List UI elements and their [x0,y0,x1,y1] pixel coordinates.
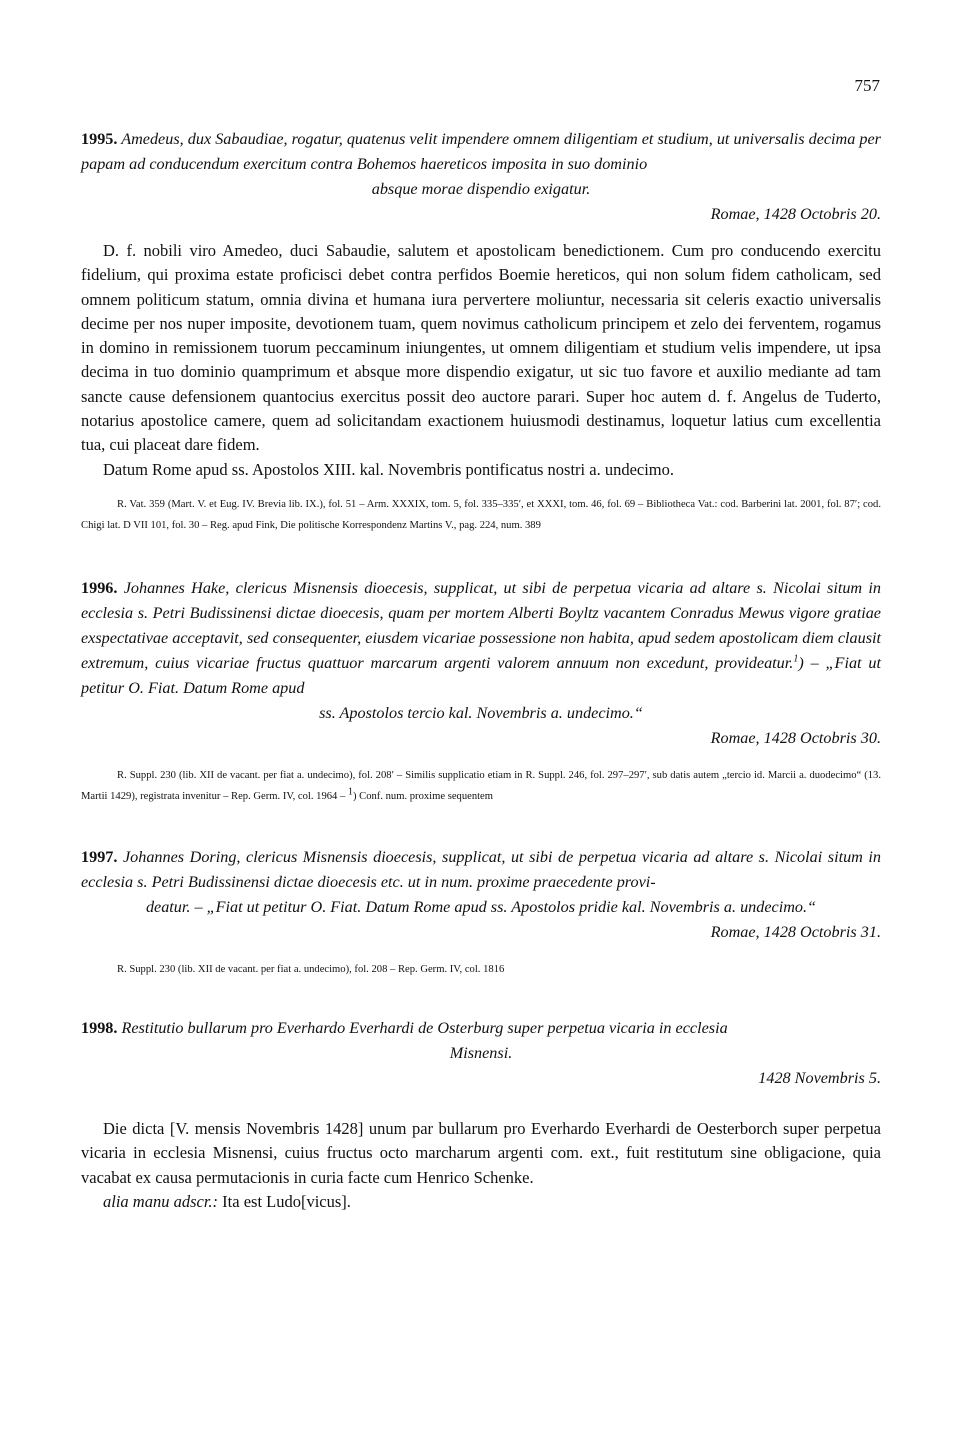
entry-summary: Johannes Hake, clericus Misnensis dioecesis, supplicat, ut sibi de perpetua vicaria ad altare s. Nicolai situm in ecclesia s. Petri Budissinensi dictae dioecesis, quam per mortem Alberti Boyltz vacantem Conradus Mewus vigore gratiae exspectativae acceptavit, sed consequenter, eiusdem vicariae possessione non habita, apud sedem apostolicam diem clausit extremum, cuius vicariae fructus quattuor marcarum argenti valorem annuum non excedunt, provideatur. [81,578,881,672]
entry-date: Romae, 1428 Octobris 30. [710,728,881,747]
entry-date: Romae, 1428 Octobris 31. [710,922,881,941]
entry-summary: Amedeus, dux Sabaudiae, rogatur, quatenus velit impendere omnem diligentiam et studium, ut universalis decima per papam ad conducendum exercitum contra Bohemos haereticos imposita in suo dominio [81,130,881,173]
footnote-text: R. Suppl. 230 (lib. XII de vacant. per fiat a. undecimo), fol. 208′ – Similis supplicatio etiam in R. Suppl. 246, fol. 297–297′, sub datis autem „tercio id. Marcii a. duodecimo“ (13. Martii 1429), registrata invenitur – Rep. Germ. IV, col. 1964 – [81,769,881,802]
footnote-text-end: ) Conf. num. proxime sequentem [352,790,493,802]
entry-date: 1428 Novembris 5. [758,1068,881,1087]
entry-body: Die dicta [V. mensis Novembris 1428] unum par bullarum pro Everhardo Everhardi de Oesterborch super perpetua vicaria in ecclesia Misnensi, cuius fructus octo marcharum argenti com. ext., fuit restitutum sine obligacione, quia vacabat ex causa permutacionis in curia facte cum Henrico Schenke. [81,1118,881,1187]
entry-summary: Johannes Doring, clericus Misnensis dioecesis, supplicat, ut sibi de perpetua vicaria ad altare s. Nicolai situm in ecclesia s. Petri Budissinensi dictae dioecesis etc. ut in num. proxime praecedente provi- [81,847,881,891]
entry-date: Romae, 1428 Octobris 20. [710,205,881,223]
entry-footnote: R. Suppl. 230 (lib. XII de vacant. per fiat a. undecimo), fol. 208 – Rep. Germ. IV, col. 1816 [117,963,505,975]
note-label: alia manu adscr.: [103,1191,219,1211]
entry-summary-end: absque morae dispendio exigatur. [371,180,591,198]
note-text: Ita est Ludo[vicus]. [218,1191,351,1211]
footnote-marker: 1 [347,786,353,798]
page-number: 757 [854,76,880,95]
entry-footnote [81,765,881,807]
entry-footnote: R. Vat. 359 (Mart. V. et Eug. IV. Brevia lib. IX.), fol. 51 – Arm. XXXIX, tom. 5, fol. 335–335′, et XXXI, tom. 46, fol. 69 – Bibliotheca Vat.: cod. Barberini lat. 2001, fol. 87′; cod. Chigi lat. D VII 101, fol. 30 – Reg. apud Fink, Die politische Korrespondenz Martins V., pag. 224, num. 389 [81,498,881,531]
entry-datum: Datum Rome apud ss. Apostolos XIII. kal. Novembris pontificatus nostri a. undecimo. [103,459,675,479]
entry-1997 [81,845,881,980]
entry-heading [81,1016,881,1066]
entry-1998 [81,1016,881,1214]
entry-note [81,1190,881,1214]
entry-heading [81,576,881,726]
entry-summary-end: deatur. – „Fiat ut petitur O. Fiat. Datum Rome apud ss. Apostolos pridie kal. Novembris a. undecimo.“ [145,897,817,916]
entry-summary-tail: ) – „Fiat ut petitur O. Fiat. Datum Rome apud [81,653,881,697]
entry-heading [81,845,881,920]
entry-1995 [81,127,881,536]
entry-heading [81,127,881,202]
entry-number: 1995. [81,130,118,148]
page-content [81,127,881,1214]
entry-number: 1998. [81,1018,118,1037]
entry-summary: Restitutio bullarum pro Everhardo Everhardi de Osterburg super perpetua vicaria in ecclesia [121,1018,728,1037]
entry-1996 [81,576,881,807]
entry-number: 1997. [81,847,118,866]
entry-number: 1996. [81,578,118,597]
footnote-marker: 1 [793,653,799,665]
entry-body: D. f. nobili viro Amedeo, duci Sabaudie, salutem et apostolicam benedictionem. Cum pro conducendo exercitu fidelium, qui proxima estate proficisci debet contra perfidos Boemie hereticos, qui non solum fidem catholicam, sed omnem politicum statum, omnia divina et humana iura pervertere moliuntur, necessaria sit celeris exactio universalis decime per nos nuper imposite, devotionem tuam, quem novimus catholicum principem et zelo dei ferventem, rogamus in domino in remissionem tuorum peccaminum iniungentes, ut omnem diligentiam et studium velis impendere, ut ipsa decima in tuo dominio quamprimum et absque more dispendio exigatur, ut sic tuo favore et auxilio mediante ad tam sancte cause defensionem quantocius exercitus possit deo auctore parari. Super hoc autem d. f. Angelus de Tuderto, notarius apostolice camere, quem ad solicitandam exactionem huiusmodi destinamus, loquetur latius cum excellentia tua, cui placeat dare fidem. [81,241,881,455]
entry-summary-end: ss. Apostolos tercio kal. Novembris a. undecimo.“ [319,703,643,722]
entry-summary-end: Misnensi. [449,1043,513,1062]
